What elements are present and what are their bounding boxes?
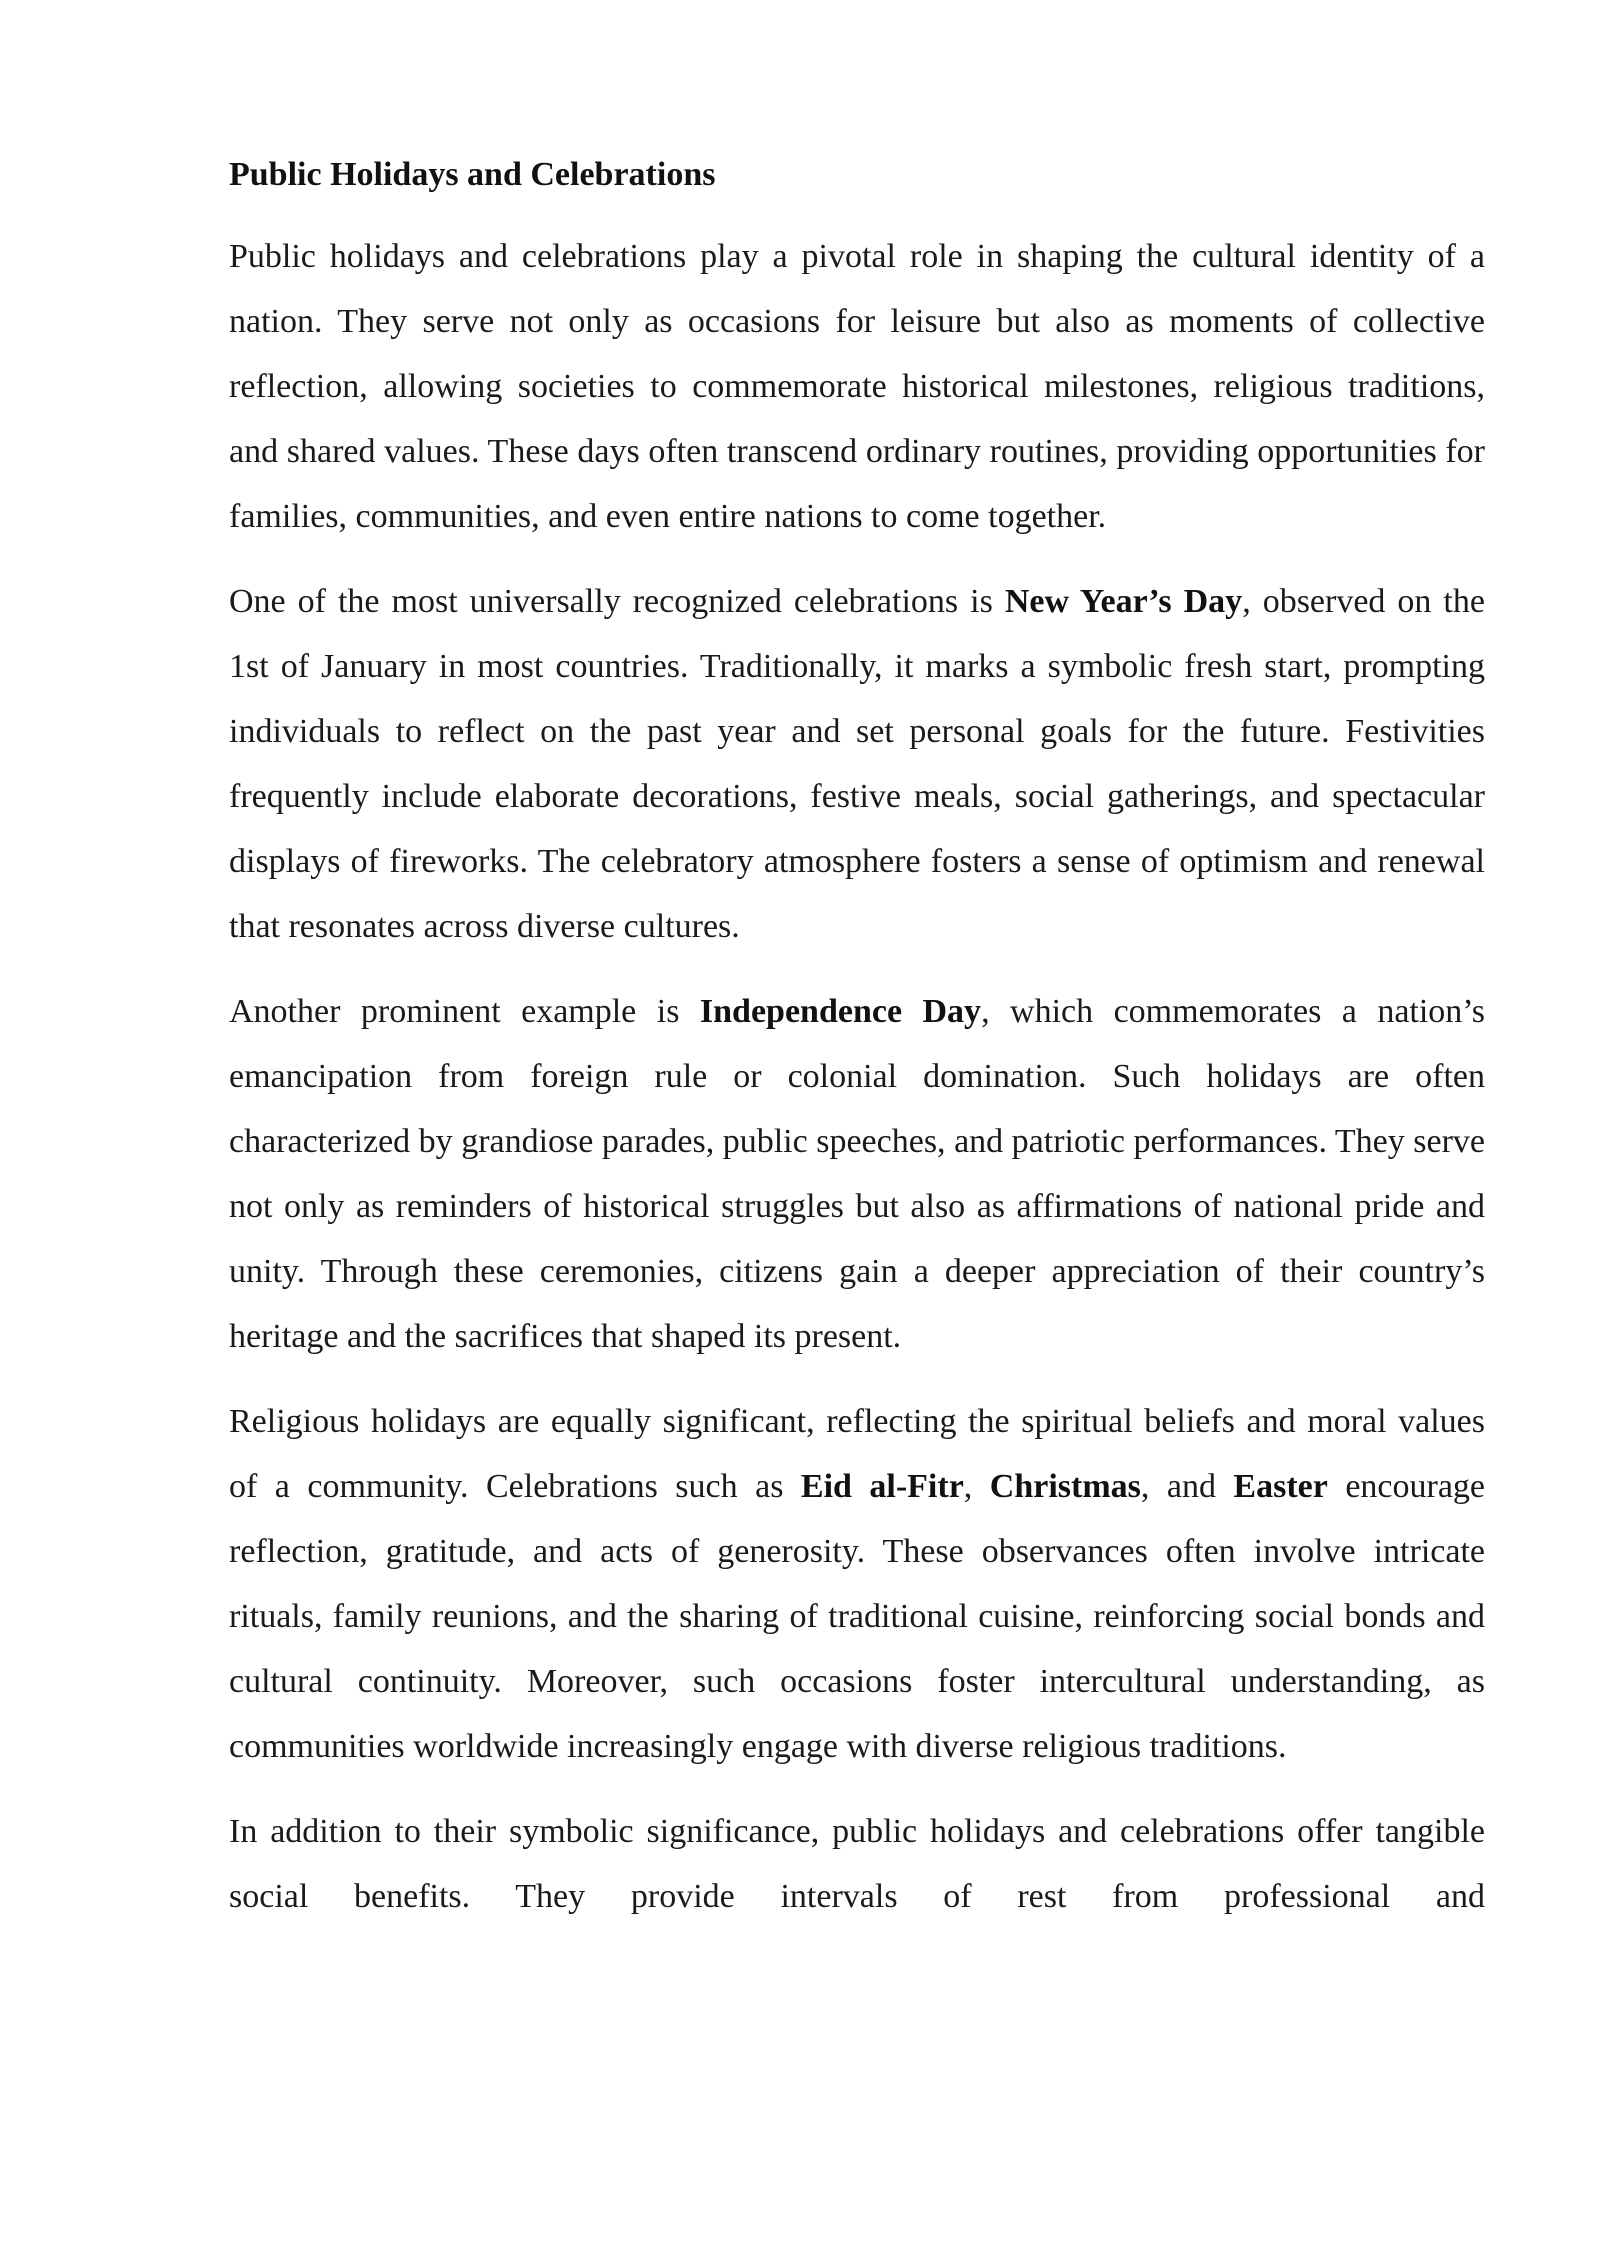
body-paragraph <box>229 979 1485 1369</box>
bold-term: Independence Day <box>699 993 982 1030</box>
paragraph-list <box>229 224 1485 1929</box>
paragraph-text: Religious holidays are equally significant, reflecting the spiritual beliefs and moral values of a community. Celebrations such as <box>229 1403 1485 1505</box>
paragraph-text: One of the most universally recognized celebrations is <box>229 583 1005 620</box>
paragraph-text: encourage reflection, gratitude, and acts of generosity. These observances often involve intricate rituals, family reunions, and the sharing of traditional cuisine, reinforcing social bonds and cultural continuity. Moreover, such occasions foster intercultural understanding, as communities worldwide increasingly engage with diverse religious traditions. <box>229 1468 1485 1765</box>
body-paragraph <box>229 1389 1485 1779</box>
paragraph-text: , observed on the 1st of January in most countries. Traditionally, it marks a symbolic fresh start, prompting individuals to reflect on the past year and set personal goals for the future. Festivities frequently include elaborate decorations, festive meals, social gatherings, and spectacular displays of fireworks. The celebratory atmosphere fosters a sense of optimism and renewal that resonates across diverse cultures. <box>229 583 1485 945</box>
body-paragraph <box>229 224 1485 549</box>
bold-term: Eid al-Fitr <box>800 1468 964 1505</box>
document-title: Public Holidays and Celebrations <box>229 156 716 193</box>
paragraph-text: In addition to their symbolic significance, public holidays and celebrations offer tangible social benefits. They provide intervals of rest from professional and <box>229 1813 1485 1915</box>
paragraph-text: , and <box>1140 1468 1234 1505</box>
paragraph-text: , <box>963 1468 990 1505</box>
document-body <box>229 150 1485 1949</box>
bold-term: Easter <box>1233 1468 1328 1505</box>
bold-term: New Year’s Day <box>1004 583 1243 620</box>
paragraph-text: Another prominent example is <box>229 993 700 1030</box>
paragraph-text: Public holidays and celebrations play a pivotal role in shaping the cultural identity of a nation. They serve not only as occasions for leisure but also as moments of collective reflection, allowing societies to commemorate historical milestones, religious traditions, and shared values. These days often transcend ordinary routines, providing opportunities for families, communities, and even entire nations to come together. <box>229 238 1485 535</box>
body-paragraph <box>229 1799 1485 1929</box>
bold-term: Christmas <box>989 1468 1141 1505</box>
body-paragraph <box>229 569 1485 959</box>
paragraph-text: , which commemorates a nation’s emancipation from foreign rule or colonial domination. Such holidays are often characterized by grandiose parades, public speeches, and patriotic performances. They serve not only as reminders of historical struggles but also as affirmations of national pride and unity. Through these ceremonies, citizens gain a deeper appreciation of their country’s heritage and the sacrifices that shaped its present. <box>229 993 1485 1355</box>
